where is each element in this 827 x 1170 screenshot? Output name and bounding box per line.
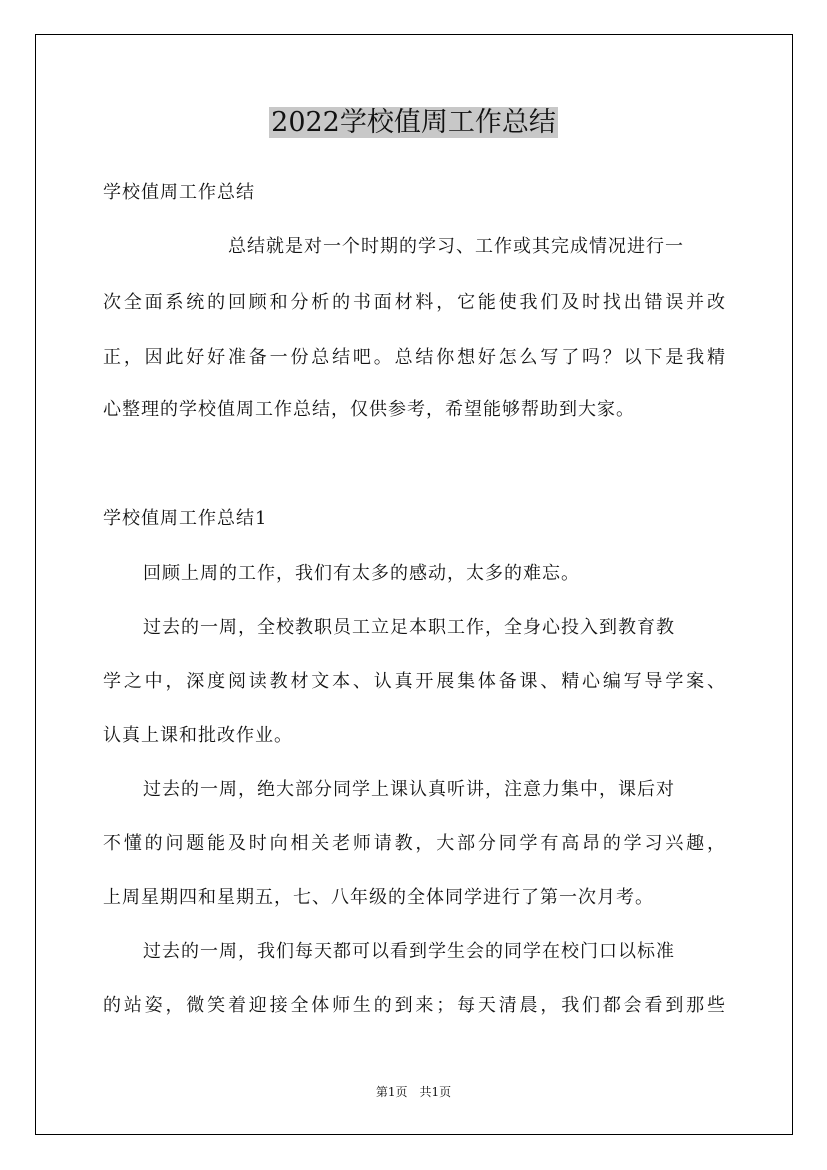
intro-line-1: 总结就是对一个时期的学习、工作或其完成情况进行一 [228,236,684,257]
intro-line-4: 心整理的学校值周工作总结，仅供参考，希望能够帮助到大家。 [103,399,635,420]
body-line-6: 不懂的问题能及时向相关老师请教，大部分同学有高昂的学习兴趣， [103,833,725,854]
body-line-2: 过去的一周，全校教职员工立足本职工作，全身心投入到教育教 [143,617,675,638]
document-title-text: 2022学校值周工作总结 [271,107,556,138]
body-line-4: 认真上课和批改作业。 [103,725,293,746]
page-footer: 第1页 共1页 [375,1085,452,1099]
document-subtitle: 学校值周工作总结 [103,182,255,203]
body-line-8: 过去的一周，我们每天都可以看到学生会的同学在校门口以标准 [143,941,675,962]
document-title [0,100,827,146]
body-line-1: 回顾上周的工作，我们有太多的感动，太多的难忘。 [143,563,580,584]
body-line-5: 过去的一周，绝大部分同学上课认真听讲，注意力集中，课后对 [143,779,675,800]
body-line-7: 上周星期四和星期五，七、八年级的全体同学进行了第一次月考。 [103,887,654,908]
body-line-9: 的站姿，微笑着迎接全体师生的到来；每天清晨，我们都会看到那些 [103,995,725,1016]
intro-line-2: 次全面系统的回顾和分析的书面材料，它能使我们及时找出错误并改 [103,292,725,313]
intro-line-3: 正，因此好好准备一份总结吧。总结你想好怎么写了吗？以下是我精 [103,347,725,368]
body-line-3: 学之中，深度阅读教材文本、认真开展集体备课、精心编写导学案、 [103,671,725,692]
section-heading: 学校值周工作总结1 [103,508,268,529]
